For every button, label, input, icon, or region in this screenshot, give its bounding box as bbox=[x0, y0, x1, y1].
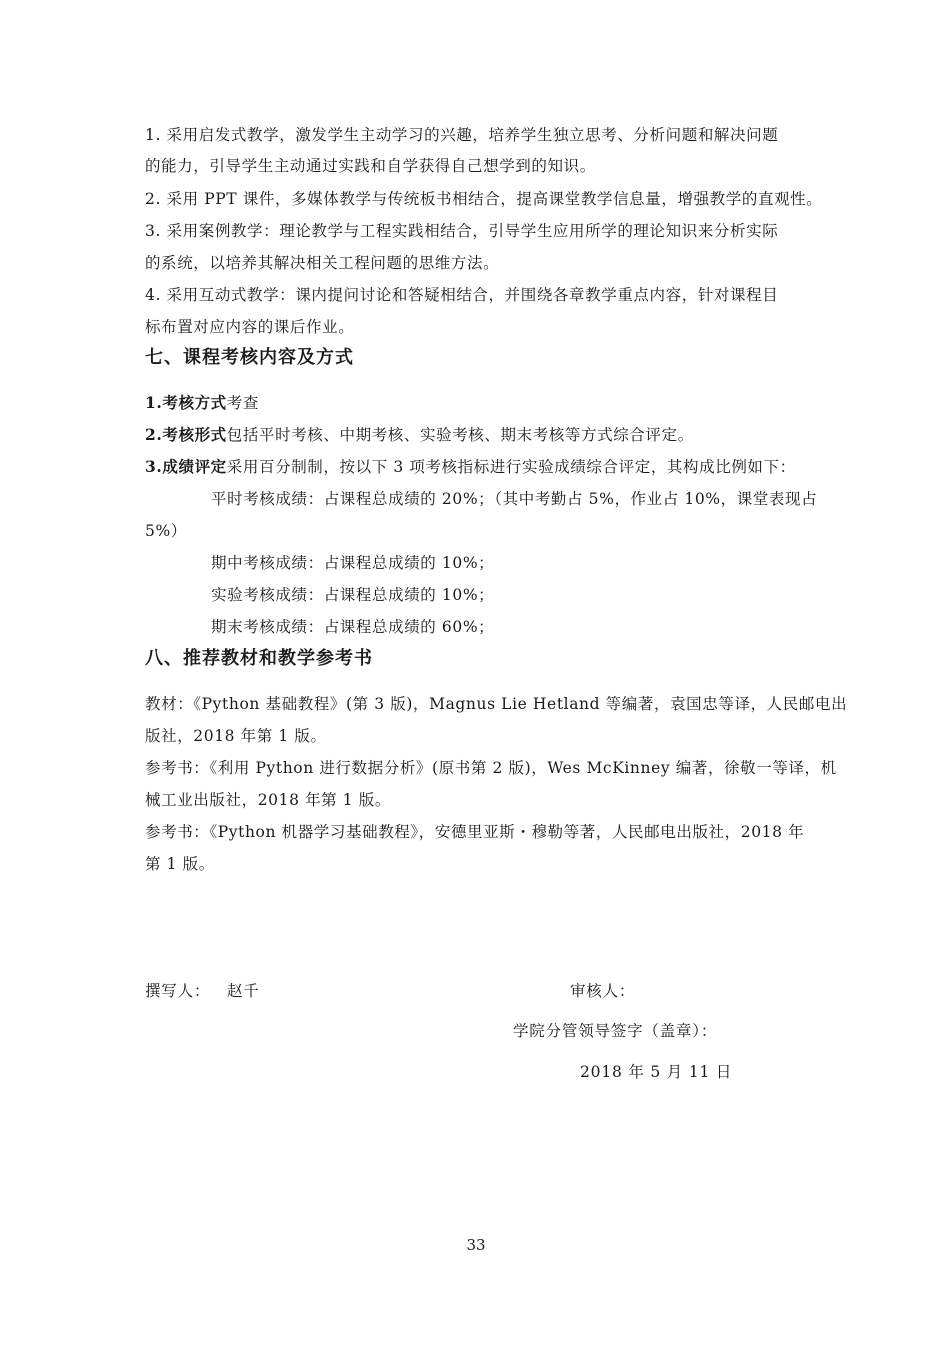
grade-evaluation-label: 3.成绩评定 bbox=[145, 457, 227, 476]
experiment-grade: 实验考核成绩：占课程总成绩的 10%； bbox=[211, 586, 495, 604]
reviewer-label: 审核人： bbox=[570, 982, 636, 1000]
assessment-form-label: 2.考核形式 bbox=[145, 425, 227, 444]
regular-grade-line-2: 5%） bbox=[145, 522, 187, 540]
method-item-1-line-2: 的能力，引导学生主动通过实践和自学获得自己想学到的知识。 bbox=[145, 157, 596, 175]
regular-grade-line-1: 平时考核成绩：占课程总成绩的 20%；（其中考勤占 5%，作业占 10%，课堂表现占 bbox=[211, 490, 818, 508]
assessment-form bbox=[145, 424, 813, 446]
method-item-3-line-2: 的系统，以培养其解决相关工程问题的思维方法。 bbox=[145, 254, 500, 272]
assessment-form-value: 包括平时考核、中期考核、实验考核、期末考核等方式综合评定。 bbox=[226, 426, 694, 444]
method-item-3-line-1: 3. 采用案例教学：理论教学与工程实践相结合，引导学生应用所学的理论知识来分析实际 bbox=[145, 222, 779, 240]
final-grade: 期末考核成绩：占课程总成绩的 60%； bbox=[211, 618, 495, 636]
page-number: 33 bbox=[466, 1236, 486, 1254]
method-item-2-line-1: 2. 采用 PPT 课件，多媒体教学与传统板书相结合，提高课堂教学信息量，增强教学的直观性。 bbox=[145, 190, 823, 208]
assessment-method-value: 考查 bbox=[226, 394, 259, 412]
reference-1-line-2: 械工业出版社，2018 年第 1 版。 bbox=[145, 791, 391, 809]
section-7-heading: 七、课程考核内容及方式 bbox=[145, 347, 354, 368]
textbook-line-2: 版社，2018 年第 1 版。 bbox=[145, 727, 327, 745]
author-name: 赵千 bbox=[227, 982, 260, 1000]
reference-2-line-2: 第 1 版。 bbox=[145, 855, 215, 873]
method-item-4-line-2: 标布置对应内容的课后作业。 bbox=[145, 318, 355, 336]
section-8-heading: 八、推荐教材和教学参考书 bbox=[145, 648, 373, 669]
dean-signature-label: 学院分管领导签字（盖章）： bbox=[513, 1022, 718, 1040]
reference-1-line-1: 参考书：《利用 Python 进行数据分析》(原书第 2 版)，Wes McKinney 编著，徐敬一等译，机 bbox=[145, 759, 837, 777]
grade-evaluation bbox=[145, 456, 813, 478]
grade-evaluation-value: 采用百分制制，按以下 3 项考核指标进行实验成绩综合评定，其构成比例如下： bbox=[226, 458, 796, 476]
assessment-method-label: 1.考核方式 bbox=[145, 393, 227, 412]
method-item-4-line-1: 4. 采用互动式教学：课内提问讨论和答疑相结合，并围绕各章教学重点内容，针对课程目 bbox=[145, 286, 779, 304]
signature-date: 2018 年 5 月 11 日 bbox=[580, 1063, 733, 1081]
textbook-line-1: 教材：《Python 基础教程》(第 3 版)，Magnus Lie Hetland 等编著，袁国忠等译，人民邮电出 bbox=[145, 695, 848, 713]
author-label: 撰写人： bbox=[145, 982, 211, 1000]
method-item-1-line-1: 1. 采用启发式教学，激发学生主动学习的兴趣，培养学生独立思考、分析问题和解决问题 bbox=[145, 126, 779, 144]
midterm-grade: 期中考核成绩：占课程总成绩的 10%； bbox=[211, 554, 495, 572]
assessment-method bbox=[145, 392, 813, 414]
reference-2-line-1: 参考书：《Python 机器学习基础教程》，安德里亚斯・穆勒等著，人民邮电出版社，2018 年 bbox=[145, 823, 805, 841]
